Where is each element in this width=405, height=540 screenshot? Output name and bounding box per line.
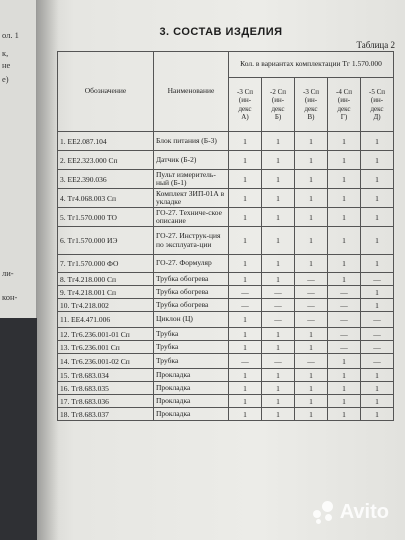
item-name: Трубка <box>154 341 229 354</box>
designation-code: Тг8.683.036 <box>71 396 109 406</box>
header-variant-line: декс <box>337 104 351 113</box>
header-variant-line: -3 Сп <box>303 87 319 96</box>
table-row <box>58 395 394 408</box>
row-number: 4. <box>60 193 66 203</box>
designation-cell <box>58 151 154 170</box>
watermark-text: Avito <box>339 500 389 523</box>
quantity-cell: 1 <box>295 382 328 395</box>
header-variant-line: (ин- <box>337 96 351 104</box>
left-page-fragment: ли- <box>2 268 14 278</box>
designation-cell <box>58 189 154 208</box>
table-row <box>58 286 394 299</box>
item-name: ГО-27. Техниче-ское описание <box>154 208 229 227</box>
header-quantity: Кол. в вариантах комплектации Тг 1.570.000 <box>229 52 394 78</box>
document-page <box>37 0 405 540</box>
quantity-cell: 1 <box>295 132 328 151</box>
quantity-cell: 1 <box>295 395 328 408</box>
designation-cell <box>58 395 154 408</box>
header-variant-line: -2 Сп <box>270 87 286 96</box>
header-name: Наименование <box>154 52 229 132</box>
designation-cell <box>58 382 154 395</box>
header-variant <box>328 78 361 132</box>
item-name: Прокладка <box>154 382 229 395</box>
table-caption: Таблица 2 <box>356 40 395 50</box>
item-name: Прокладка <box>154 369 229 382</box>
page-fold-shadow <box>37 0 59 540</box>
designation-cell <box>58 286 154 299</box>
designation-code: ЕЕ2.323.000 Сп <box>67 155 118 165</box>
table-row <box>58 369 394 382</box>
quantity-cell: — <box>295 312 328 328</box>
item-name: Прокладка <box>154 395 229 408</box>
header-variant-line: В) <box>307 113 315 121</box>
item-name: Трубка обогрева <box>154 273 229 286</box>
item-name: Прокладка <box>154 408 229 421</box>
quantity-cell: 1 <box>328 273 361 286</box>
designation-code: Тг4.218.001 Сп <box>67 287 117 297</box>
header-variant-line: (ин- <box>370 96 384 104</box>
header-variant-line: (ин- <box>271 96 285 104</box>
quantity-cell: 1 <box>262 255 295 273</box>
table-row <box>58 328 394 341</box>
header-variant <box>229 78 262 132</box>
quantity-cell: — <box>328 299 361 312</box>
designation-code: Тг4.068.003 Сп <box>67 193 117 203</box>
header-variant-line: декс <box>238 104 252 113</box>
quantity-cell: 1 <box>295 208 328 227</box>
quantity-cell: 1 <box>229 341 262 354</box>
table-row <box>58 132 394 151</box>
quantity-cell: 1 <box>295 408 328 421</box>
designation-cell <box>58 273 154 286</box>
header-variant-line: декс <box>304 104 318 113</box>
quantity-cell: — <box>361 341 394 354</box>
header-variant <box>262 78 295 132</box>
designation-code: Тг8.683.034 <box>71 370 109 380</box>
quantity-cell: 1 <box>262 189 295 208</box>
row-number: 14. <box>60 356 70 366</box>
quantity-cell: 1 <box>328 395 361 408</box>
row-number: 15. <box>60 370 70 380</box>
row-number: 10. <box>60 300 70 310</box>
quantity-cell: 1 <box>361 189 394 208</box>
quantity-cell: 1 <box>295 369 328 382</box>
designation-cell <box>58 299 154 312</box>
item-name: Пульт измеритель-ный (Б-1) <box>154 170 229 189</box>
quantity-cell: 1 <box>361 369 394 382</box>
quantity-cell: 1 <box>295 227 328 255</box>
row-number: 3. <box>60 174 66 184</box>
quantity-cell: — <box>295 354 328 369</box>
quantity-cell: 1 <box>262 395 295 408</box>
avito-watermark <box>313 500 389 524</box>
item-name: ГО-27. Инструк-ция по эксплуата-ции <box>154 227 229 255</box>
designation-cell <box>58 328 154 341</box>
quantity-cell: 1 <box>262 328 295 341</box>
designation-cell <box>58 227 154 255</box>
table-row <box>58 382 394 395</box>
quantity-cell: 1 <box>229 312 262 328</box>
designation-cell <box>58 255 154 273</box>
table-row <box>58 299 394 312</box>
quantity-cell: 1 <box>361 299 394 312</box>
table-row <box>58 189 394 208</box>
left-page-fragment: не <box>2 60 11 70</box>
quantity-cell: 1 <box>361 395 394 408</box>
header-variant-line: -3 Сп <box>237 87 253 96</box>
row-number: 17. <box>60 396 70 406</box>
quantity-cell: 1 <box>328 369 361 382</box>
quantity-cell: 1 <box>295 255 328 273</box>
row-number: 9. <box>60 287 66 297</box>
composition-table <box>57 51 394 421</box>
quantity-cell: 1 <box>295 328 328 341</box>
quantity-cell: 1 <box>229 151 262 170</box>
quantity-cell: 1 <box>229 227 262 255</box>
table-row <box>58 255 394 273</box>
table-row <box>58 151 394 170</box>
row-number: 2. <box>60 155 66 165</box>
quantity-cell: 1 <box>229 369 262 382</box>
row-number: 1. <box>60 136 66 146</box>
left-page-fragment: е) <box>2 74 9 84</box>
item-name: Трубка обогрева <box>154 286 229 299</box>
quantity-cell: 1 <box>262 408 295 421</box>
quantity-cell: 1 <box>295 151 328 170</box>
designation-cell <box>58 132 154 151</box>
quantity-cell: — <box>262 286 295 299</box>
header-variant-line: Д) <box>373 113 381 121</box>
table-row <box>58 227 394 255</box>
quantity-cell: 1 <box>328 408 361 421</box>
quantity-cell: 1 <box>328 255 361 273</box>
header-variant-line: Б) <box>274 113 282 121</box>
item-name: Трубка <box>154 354 229 369</box>
quantity-cell: — <box>262 312 295 328</box>
table-row <box>58 208 394 227</box>
quantity-cell: 1 <box>229 273 262 286</box>
quantity-cell: 1 <box>295 170 328 189</box>
designation-cell <box>58 408 154 421</box>
quantity-cell: — <box>328 341 361 354</box>
header-variant <box>295 78 328 132</box>
designation-code: Тг1.570.000 ТО <box>67 212 117 222</box>
quantity-cell: — <box>295 299 328 312</box>
quantity-cell: 1 <box>361 170 394 189</box>
table-row <box>58 273 394 286</box>
quantity-cell: 1 <box>361 286 394 299</box>
designation-code: Тг6.236.001 Сп <box>71 342 120 352</box>
designation-cell <box>58 312 154 328</box>
row-number: 18. <box>60 409 70 419</box>
header-variant-line: (ин- <box>304 96 318 104</box>
quantity-cell: — <box>229 354 262 369</box>
designation-code: ЕЕ2.087.104 <box>67 136 107 146</box>
designation-code: Тг4.218.002 <box>71 300 109 310</box>
row-number: 5. <box>60 212 66 222</box>
header-variant-line: декс <box>370 104 384 113</box>
quantity-cell: 1 <box>361 208 394 227</box>
quantity-cell: — <box>361 354 394 369</box>
quantity-cell: 1 <box>262 369 295 382</box>
avito-logo-icon <box>313 500 337 524</box>
quantity-cell: 1 <box>229 170 262 189</box>
designation-code: Тг8.683.035 <box>71 383 109 393</box>
designation-cell <box>58 369 154 382</box>
row-number: 16. <box>60 383 70 393</box>
left-page-edge <box>0 0 37 318</box>
quantity-cell: 1 <box>361 132 394 151</box>
quantity-cell: 1 <box>229 382 262 395</box>
quantity-cell: — <box>295 286 328 299</box>
quantity-cell: 1 <box>262 273 295 286</box>
designation-cell <box>58 208 154 227</box>
row-number: 7. <box>60 259 66 268</box>
left-page-fragment: к, <box>2 48 9 58</box>
header-variant <box>361 78 394 132</box>
quantity-cell: — <box>328 286 361 299</box>
quantity-cell: 1 <box>328 382 361 395</box>
quantity-cell: — <box>295 273 328 286</box>
quantity-cell: 1 <box>361 408 394 421</box>
header-variant-line: -5 Сп <box>369 87 385 96</box>
quantity-cell: 1 <box>229 395 262 408</box>
quantity-cell: 1 <box>328 227 361 255</box>
item-name: Трубка обогрева <box>154 299 229 312</box>
quantity-cell: — <box>361 328 394 341</box>
row-number: 11. <box>60 315 70 324</box>
quantity-cell: 1 <box>229 208 262 227</box>
quantity-cell: 1 <box>328 170 361 189</box>
header-variant-line: Г) <box>340 113 348 121</box>
designation-code: ЕЕ2.390.036 <box>67 174 107 184</box>
item-name: Трубка <box>154 328 229 341</box>
quantity-cell: 1 <box>262 132 295 151</box>
table-row <box>58 170 394 189</box>
quantity-cell: — <box>361 273 394 286</box>
designation-code: Тг6.236.001-02 Сп <box>71 356 130 366</box>
designation-cell <box>58 170 154 189</box>
header-variant-line: декс <box>271 104 285 113</box>
table-row <box>58 312 394 328</box>
section-title: 3. СОСТАВ ИЗДЕЛИЯ <box>159 26 283 38</box>
table-row <box>58 408 394 421</box>
quantity-cell: 1 <box>262 208 295 227</box>
designation-code: Тг1.570.000 ИЭ <box>67 236 118 245</box>
row-number: 12. <box>60 329 70 339</box>
quantity-cell: 1 <box>229 132 262 151</box>
item-name: Комплект ЗИП-01А в укладке <box>154 189 229 208</box>
row-number: 8. <box>60 274 66 284</box>
quantity-cell: 1 <box>229 328 262 341</box>
quantity-cell: 1 <box>361 151 394 170</box>
quantity-cell: 1 <box>229 255 262 273</box>
quantity-cell: 1 <box>229 189 262 208</box>
quantity-cell: — <box>262 354 295 369</box>
designation-cell <box>58 354 154 369</box>
quantity-cell: — <box>262 299 295 312</box>
quantity-cell: — <box>328 328 361 341</box>
quantity-cell: 1 <box>262 341 295 354</box>
quantity-cell: — <box>328 312 361 328</box>
item-name: Циклон (Ц) <box>154 312 229 328</box>
quantity-cell: 1 <box>229 408 262 421</box>
quantity-cell: — <box>229 299 262 312</box>
quantity-cell: — <box>361 312 394 328</box>
header-variant-line: (ин- <box>238 96 252 104</box>
table-row <box>58 341 394 354</box>
item-name: Датчик (Б-2) <box>154 151 229 170</box>
quantity-cell: 1 <box>328 208 361 227</box>
quantity-cell: 1 <box>328 132 361 151</box>
header-designation: Обозначение <box>58 52 154 132</box>
item-name: Блок питания (Б-3) <box>154 132 229 151</box>
item-name: ГО-27. Формуляр <box>154 255 229 273</box>
quantity-cell: 1 <box>328 189 361 208</box>
designation-code: Тг8.683.037 <box>71 409 109 419</box>
quantity-cell: 1 <box>262 170 295 189</box>
header-variant-line: -4 Сп <box>336 87 352 96</box>
table-row <box>58 354 394 369</box>
quantity-cell: 1 <box>295 189 328 208</box>
designation-cell <box>58 341 154 354</box>
row-number: 6. <box>60 236 66 245</box>
row-number: 13. <box>60 342 70 352</box>
designation-code: Тг4.218.000 Сп <box>67 274 117 284</box>
quantity-cell: 1 <box>361 227 394 255</box>
left-page-fragment: ол. 1 <box>2 30 19 40</box>
quantity-cell: 1 <box>262 151 295 170</box>
quantity-cell: 1 <box>262 227 295 255</box>
quantity-cell: 1 <box>328 354 361 369</box>
quantity-cell: 1 <box>295 341 328 354</box>
quantity-cell: 1 <box>361 382 394 395</box>
designation-code: Тг6.236.001-01 Сп <box>71 329 130 339</box>
left-page-fragment: кон- <box>2 292 18 302</box>
designation-code: ЕЕ4.471.006 <box>70 315 111 324</box>
designation-code: Тг1.570.000 ФО <box>67 259 119 268</box>
quantity-cell: — <box>229 286 262 299</box>
quantity-cell: 1 <box>328 151 361 170</box>
header-variant-line: А) <box>241 113 249 121</box>
quantity-cell: 1 <box>262 382 295 395</box>
quantity-cell: 1 <box>361 255 394 273</box>
